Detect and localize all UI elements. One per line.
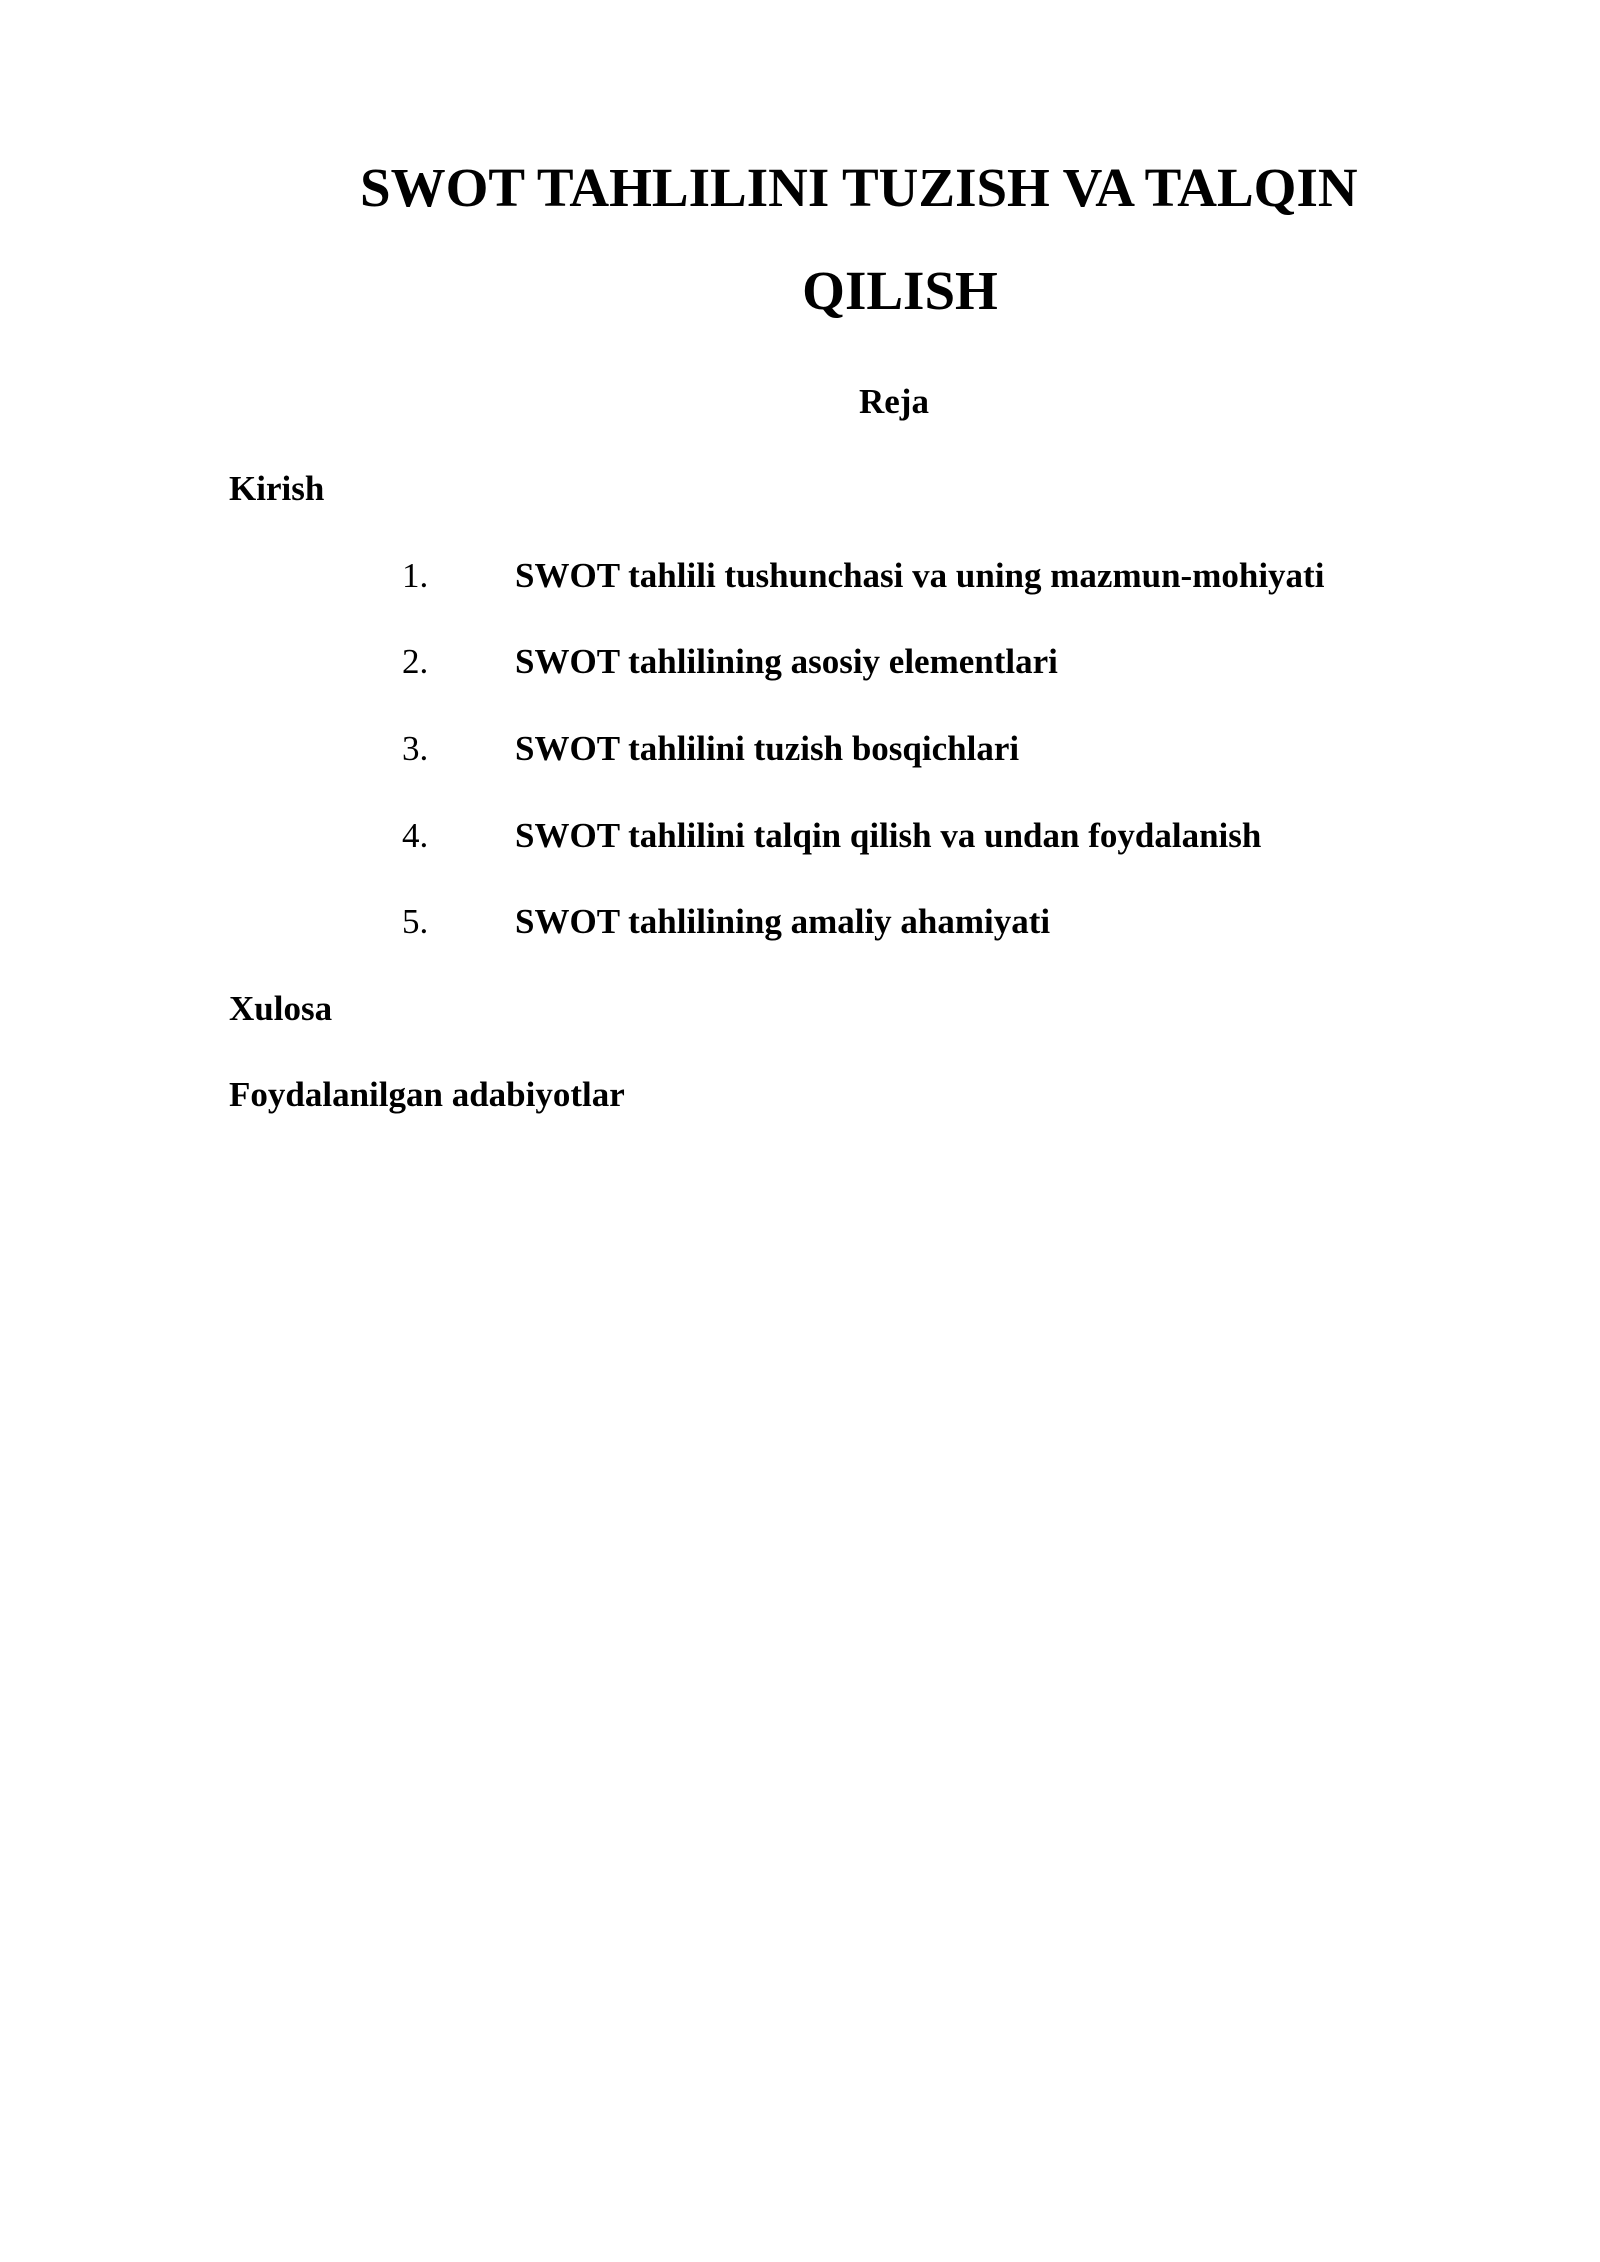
plan-item-text: SWOT tahlili tushunchasi va uning mazmun-mohiyati <box>515 556 1325 595</box>
conclusion-heading: Xulosa <box>229 989 333 1028</box>
intro-heading: Kirish <box>229 469 325 508</box>
plan-list-item <box>0 727 1600 771</box>
plan-item-text: SWOT tahlilining amaliy ahamiyati <box>515 902 1051 941</box>
plan-item-number: 5. <box>402 902 429 941</box>
references-heading: Foydalanilgan adabiyotlar <box>229 1075 625 1114</box>
plan-list-item <box>0 640 1600 684</box>
document-title-line-2: QILISH <box>802 260 998 321</box>
plan-item-text: SWOT tahlilining asosiy elementlari <box>515 642 1058 681</box>
document-title-line-1: SWOT TAHLILINI TUZISH VA TALQIN <box>360 157 1358 218</box>
plan-item-text: SWOT tahlilini tuzish bosqichlari <box>515 729 1020 768</box>
plan-item-number: 3. <box>402 729 429 768</box>
plan-item-number: 2. <box>402 642 429 681</box>
plan-item-text: SWOT tahlilini talqin qilish va undan foydalanish <box>515 816 1262 855</box>
plan-item-number: 1. <box>402 556 429 595</box>
plan-list-item <box>0 554 1600 598</box>
plan-list-item <box>0 814 1600 858</box>
plan-item-number: 4. <box>402 816 429 855</box>
plan-heading: Reja <box>859 382 929 421</box>
plan-list-item <box>0 900 1600 944</box>
